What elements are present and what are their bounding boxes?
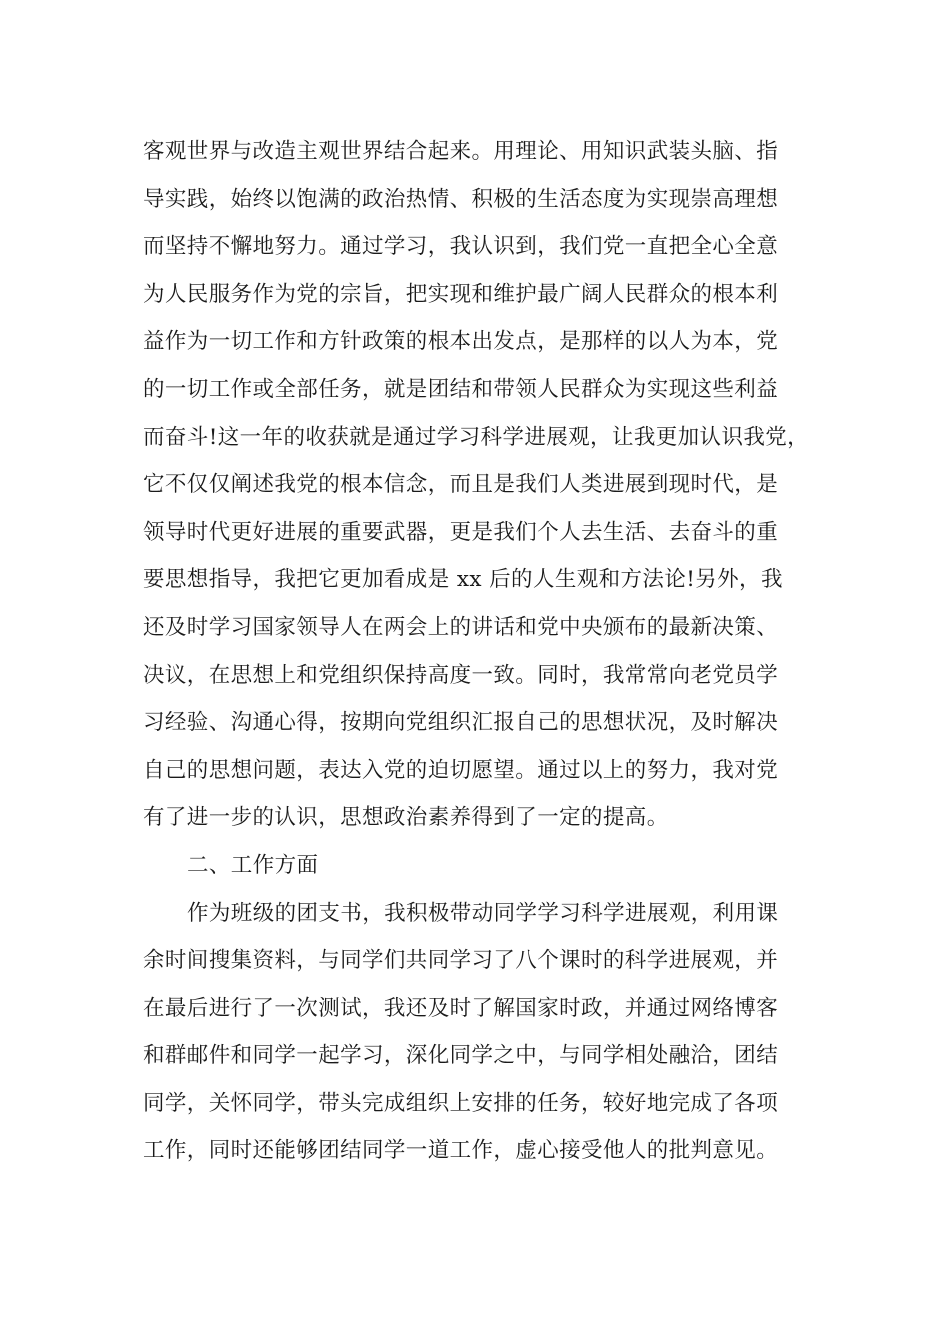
text-line: 领导时代更好进展的重要武器，更是我们个人去生活、去奋斗的重 bbox=[143, 519, 779, 545]
paragraph-work bbox=[143, 890, 823, 1176]
text-line: 有了进一步的认识，思想政治素养得到了一定的提高。 bbox=[143, 805, 669, 831]
paragraph-thought-study bbox=[143, 128, 823, 842]
text-line: 工作，同时还能够团结同学一道工作，虚心接受他人的批判意见。 bbox=[143, 1138, 779, 1164]
document-body bbox=[143, 128, 823, 1175]
text-line: 还及时学习国家领导人在两会上的讲话和党中央颁布的最新决策、 bbox=[143, 614, 779, 640]
text-line: 余时间搜集资料，与同学们共同学习了八个课时的科学进展观，并 bbox=[143, 948, 779, 974]
text-line: 而坚持不懈地努力。通过学习，我认识到，我们党一直把全心全意 bbox=[143, 234, 779, 260]
text-line: 习经验、沟通心得，按期向党组织汇报自己的思想状况，及时解决 bbox=[143, 710, 779, 736]
text-line: 自己的思想问题，表达入党的迫切愿望。通过以上的努力，我对党 bbox=[143, 757, 779, 783]
text-line: 导实践，始终以饱满的政治热情、积极的生活态度为实现崇高理想 bbox=[143, 186, 779, 212]
text-line: 决议，在思想上和党组织保持高度一致。同时，我常常向老党员学 bbox=[143, 662, 779, 688]
text-line: 作为班级的团支书，我积极带动同学学习科学进展观，利用课 bbox=[187, 900, 779, 926]
text-line: 在最后进行了一次测试，我还及时了解国家时政，并通过网络博客 bbox=[143, 995, 779, 1021]
text-line: 为人民服务作为党的宗旨，把实现和维护最广阔人民群众的根本利 bbox=[143, 281, 779, 307]
text-line: 而奋斗!这一年的收获就是通过学习科学进展观，让我更加认识我党， bbox=[143, 424, 810, 450]
text-line: 客观世界与改造主观世界结合起来。用理论、用知识武装头脑、指 bbox=[143, 139, 779, 164]
text-line: 要思想指导，我把它更加看成是 xx 后的人生观和方法论!另外，我 bbox=[143, 567, 783, 593]
text-line: 它不仅仅阐述我党的根本信念，而且是我们人类进展到现时代，是 bbox=[143, 472, 779, 498]
section-heading-work: 二、工作方面 bbox=[187, 852, 319, 878]
text-line: 益作为一切工作和方针政策的根本出发点，是那样的以人为本，党 bbox=[143, 329, 779, 355]
text-line: 和群邮件和同学一起学习，深化同学之中，与同学相处融洽，团结 bbox=[143, 1043, 779, 1069]
text-line: 的一切工作或全部任务，就是团结和带领人民群众为实现这些利益 bbox=[143, 376, 779, 402]
text-line: 同学，关怀同学，带头完成组织上安排的任务，较好地完成了各项 bbox=[143, 1090, 779, 1116]
